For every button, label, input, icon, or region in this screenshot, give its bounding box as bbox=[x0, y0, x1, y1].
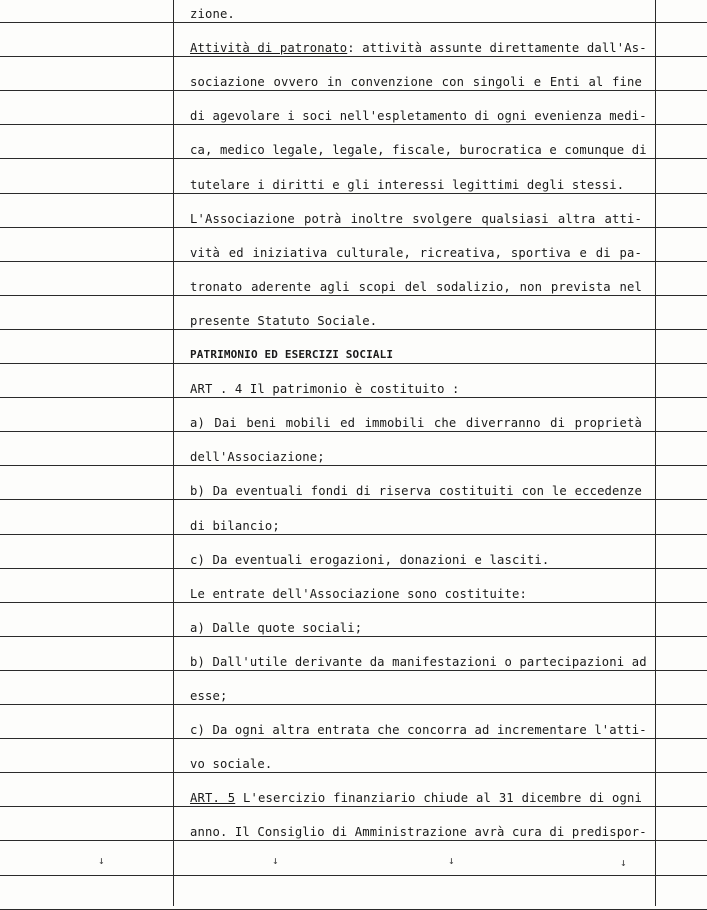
ruled-line bbox=[0, 431, 707, 432]
ruled-line bbox=[0, 261, 707, 262]
text-line: b) Da eventuali fondi di riserva costituiti con le eccedenze bbox=[190, 484, 642, 498]
ruled-line bbox=[0, 465, 707, 466]
ruled-line bbox=[0, 840, 707, 841]
margin-mark: ↓ bbox=[448, 854, 455, 867]
underlined-heading: Attività di patronato bbox=[190, 41, 348, 55]
text-line: a) Dalle quote sociali; bbox=[190, 621, 363, 635]
ruled-line bbox=[0, 875, 707, 876]
text-line: a) Dai beni mobili ed immobili che diverranno di proprietà bbox=[190, 416, 642, 430]
ruled-line bbox=[0, 124, 707, 125]
text-line: Attività di patronato: attività assunte direttamente dall'As- bbox=[190, 41, 647, 55]
text-line: ca, medico legale, legale, fiscale, burocratica e comunque di bbox=[190, 143, 647, 157]
text-line: tronato aderente agli scopi del sodalizio, non prevista nel bbox=[190, 280, 642, 294]
text-line: b) Dall'utile derivante da manifestazioni o partecipazioni ad bbox=[190, 655, 647, 669]
ruled-line bbox=[0, 499, 707, 500]
text-line: ART . 4 Il patrimonio è costituito : bbox=[190, 382, 460, 396]
ruled-line bbox=[0, 56, 707, 57]
ruled-line bbox=[0, 704, 707, 705]
ruled-line bbox=[0, 806, 707, 807]
text-line: esse; bbox=[190, 689, 228, 703]
ruled-line bbox=[0, 158, 707, 159]
text-line: anno. Il Consiglio di Amministrazione avrà cura di predispor- bbox=[190, 825, 647, 839]
ruled-line bbox=[0, 193, 707, 194]
ruled-line bbox=[0, 534, 707, 535]
text-line: sociazione ovvero in convenzione con singoli e Enti al fine bbox=[190, 75, 642, 89]
text-line: L'Associazione potrà inoltre svolgere qualsiasi altra atti- bbox=[190, 212, 642, 226]
ruled-line bbox=[0, 295, 707, 296]
text-line: vo sociale. bbox=[190, 757, 273, 771]
text-line: dell'Associazione; bbox=[190, 450, 325, 464]
text-line: presente Statuto Sociale. bbox=[190, 314, 378, 328]
ruled-line bbox=[0, 227, 707, 228]
text-line: zione. bbox=[190, 7, 235, 21]
text-line: PATRIMONIO ED ESERCIZI SOCIALI bbox=[190, 348, 394, 361]
right-margin-rule bbox=[655, 0, 656, 906]
ruled-line bbox=[0, 772, 707, 773]
ruled-line bbox=[0, 738, 707, 739]
ruled-line bbox=[0, 363, 707, 364]
text-line: tutelare i diritti e gli interessi legittimi degli stessi. bbox=[190, 178, 625, 192]
margin-mark: ↓ bbox=[272, 854, 279, 867]
ruled-line bbox=[0, 329, 707, 330]
margin-mark: ↓ bbox=[98, 854, 105, 867]
ruled-line bbox=[0, 670, 707, 671]
text-line: ART. 5 L'esercizio finanziario chiude al 31 dicembre di ogni bbox=[190, 791, 642, 805]
ruled-line bbox=[0, 397, 707, 398]
ruled-line bbox=[0, 568, 707, 569]
ruled-line bbox=[0, 602, 707, 603]
ruled-line bbox=[0, 90, 707, 91]
text-line: c) Da eventuali erogazioni, donazioni e lasciti. bbox=[190, 553, 550, 567]
ruled-line bbox=[0, 22, 707, 23]
text-line: c) Da ogni altra entrata che concorra ad incrementare l'atti- bbox=[190, 723, 647, 737]
underlined-heading: ART. 5 bbox=[190, 791, 236, 805]
text-line: vità ed iniziativa culturale, ricreativa, sportiva e di pa- bbox=[190, 246, 642, 260]
left-margin-rule bbox=[173, 0, 174, 906]
text-line: di agevolare i soci nell'espletamento di ogni evenienza medi- bbox=[190, 109, 647, 123]
text-line: di bilancio; bbox=[190, 519, 280, 533]
text-line: Le entrate dell'Associazione sono costituite: bbox=[190, 587, 527, 601]
ruled-line bbox=[0, 636, 707, 637]
margin-mark: ↓ bbox=[620, 856, 627, 869]
